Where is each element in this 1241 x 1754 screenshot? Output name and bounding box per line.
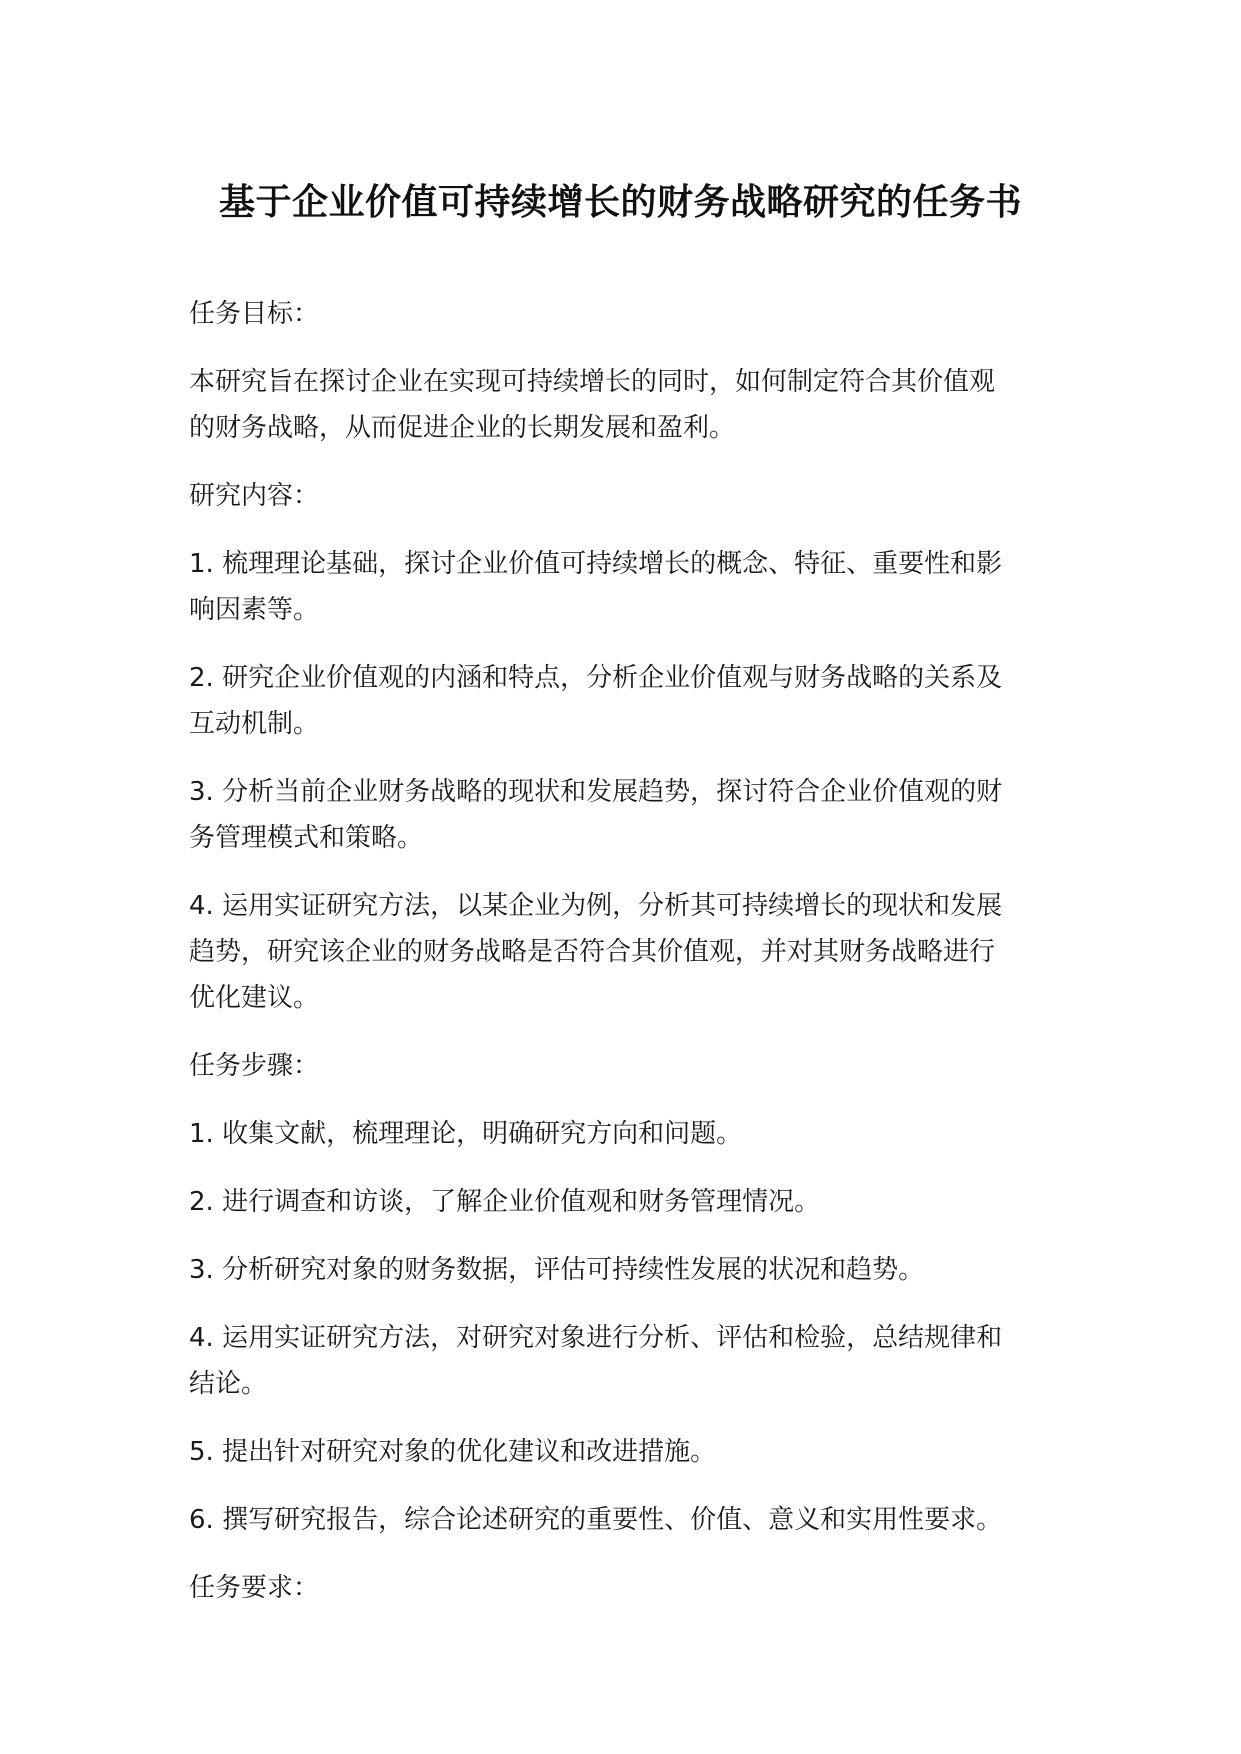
section-heading-goal: 任务目标： <box>189 299 320 329</box>
document-title: 基于企业价值可持续增长的财务战略研究的任务书 <box>218 182 1022 223</box>
step-item-2: 2. 进行调查和访谈，了解企业价值观和财务管理情况。 <box>189 1187 821 1217</box>
section-heading-steps: 任务步骤： <box>189 1051 320 1081</box>
content-item-4: 4. 运用实证研究方法，以某企业为例，分析其可持续增长的现状和发展 趋势，研究该企业的财务战略是否符合其价值观，并对其财务战略进行 优化建议。 <box>189 891 1003 1013</box>
step-item-4: 4. 运用实证研究方法，对研究对象进行分析、评估和检验，总结规律和 结论。 <box>189 1323 1003 1399</box>
content-item-3: 3. 分析当前企业财务战略的现状和发展趋势，探讨符合企业价值观的财 务管理模式和策略。 <box>189 777 1003 853</box>
step-item-1: 1. 收集文献，梳理理论，明确研究方向和问题。 <box>189 1119 743 1149</box>
section-heading-content: 研究内容： <box>189 481 320 511</box>
goal-paragraph: 本研究旨在探讨企业在实现可持续增长的同时，如何制定符合其价值观 的财务战略，从而促进企业的长期发展和盈利。 <box>189 367 996 443</box>
document-body <box>189 291 1045 1633</box>
content-item-1: 1. 梳理理论基础，探讨企业价值可持续增长的概念、特征、重要性和影 响因素等。 <box>189 549 1003 625</box>
content-item-2: 2. 研究企业价值观的内涵和特点，分析企业价值观与财务战略的关系及 互动机制。 <box>189 663 1003 739</box>
step-item-6: 6. 撰写研究报告，综合论述研究的重要性、价值、意义和实用性要求。 <box>189 1505 1003 1535</box>
step-item-3: 3. 分析研究对象的财务数据，评估可持续性发展的状况和趋势。 <box>189 1255 925 1285</box>
step-item-5: 5. 提出针对研究对象的优化建议和改进措施。 <box>189 1437 717 1467</box>
section-heading-requirements: 任务要求： <box>189 1573 320 1603</box>
